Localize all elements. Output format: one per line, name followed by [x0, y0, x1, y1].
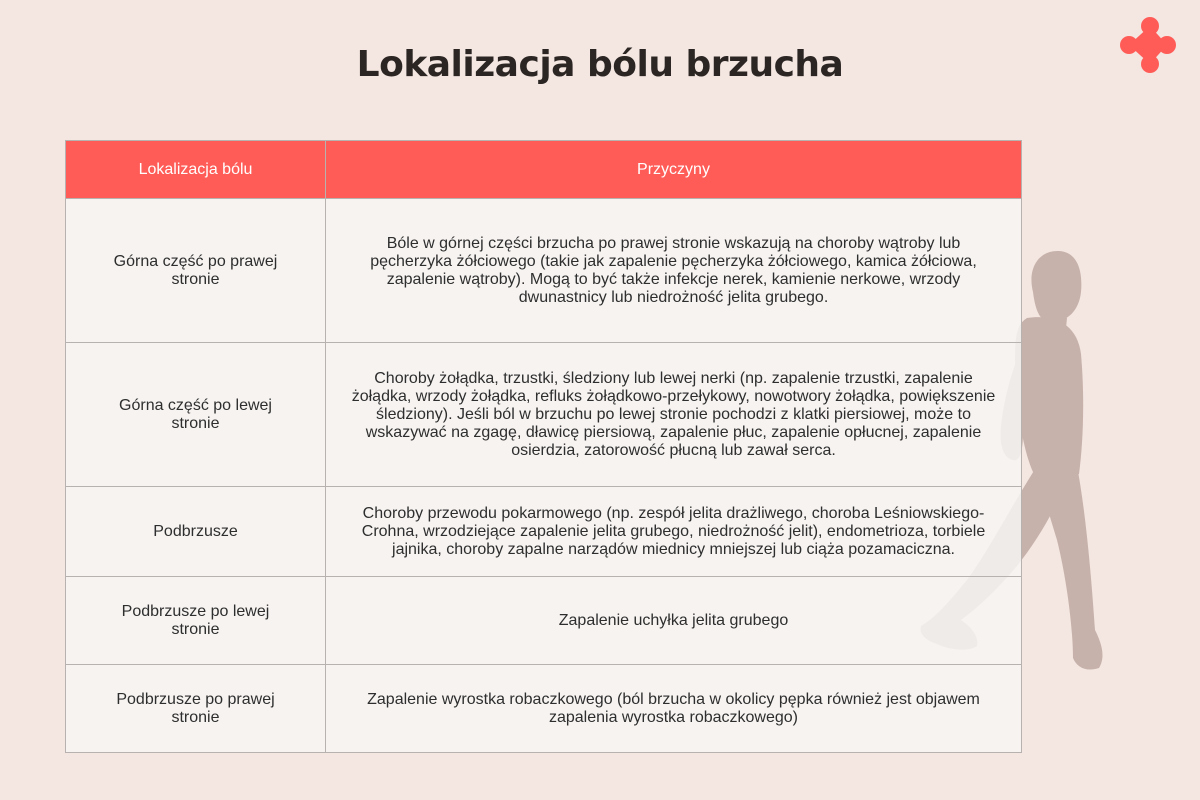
location-cell: Podbrzusze po lewej stronie	[66, 577, 326, 665]
location-cell: Górna część po prawej stronie	[66, 199, 326, 343]
causes-cell: Choroby przewodu pokarmowego (np. zespół jelita drażliwego, choroba Leśniowskiego-Crohna, wrzodziejące zapalenie jelita grubego, niedrożność jelit), endometrioza, torbiele jajnika, choroby zapalne narządów miednicy mniejszej lub ciąża pozamaciczna.	[326, 487, 1022, 577]
column-header-causes: Przyczyny	[326, 141, 1022, 199]
pain-location-table	[65, 140, 1022, 753]
table-row	[66, 665, 1022, 753]
table-row	[66, 487, 1022, 577]
logo-icon	[1118, 16, 1178, 74]
causes-cell: Bóle w górnej części brzucha po prawej stronie wskazują na choroby wątroby lub pęcherzyka żółciowego (takie jak zapalenie pęcherzyka żółciowego, kamica żółciowa, zapalenie wątroby). Mogą to być także infekcje nerek, kamienie nerkowe, wrzody dwunastnicy lub niedrożność jelita grubego.	[326, 199, 1022, 343]
table-row	[66, 343, 1022, 487]
causes-cell: Choroby żołądka, trzustki, śledziony lub lewej nerki (np. zapalenie trzustki, zapalenie żołądka, wrzody żołądka, refluks żołądkowo-przełykowy, nowotwory żołądka, powiększenie śledziony). Jeśli ból w brzuchu po lewej stronie pochodzi z klatki piersiowej, może to wskazywać na zgagę, dławicę piersiową, zapalenie płuc, zapalenie opłucnej, zapalenie osierdzia, zatorowość płucną lub zawał serca.	[326, 343, 1022, 487]
causes-cell: Zapalenie wyrostka robaczkowego (ból brzucha w okolicy pępka również jest objawem zapalenia wyrostka robaczkowego)	[326, 665, 1022, 753]
page-title: Lokalizacja bólu brzucha	[356, 44, 844, 85]
causes-cell: Zapalenie uchyłka jelita grubego	[326, 577, 1022, 665]
column-header-location: Lokalizacja bólu	[66, 141, 326, 199]
table-row	[66, 199, 1022, 343]
location-cell: Podbrzusze	[66, 487, 326, 577]
location-cell: Górna część po lewej stronie	[66, 343, 326, 487]
location-cell: Podbrzusze po prawej stronie	[66, 665, 326, 753]
table-header-row	[66, 141, 1022, 199]
table-row	[66, 577, 1022, 665]
